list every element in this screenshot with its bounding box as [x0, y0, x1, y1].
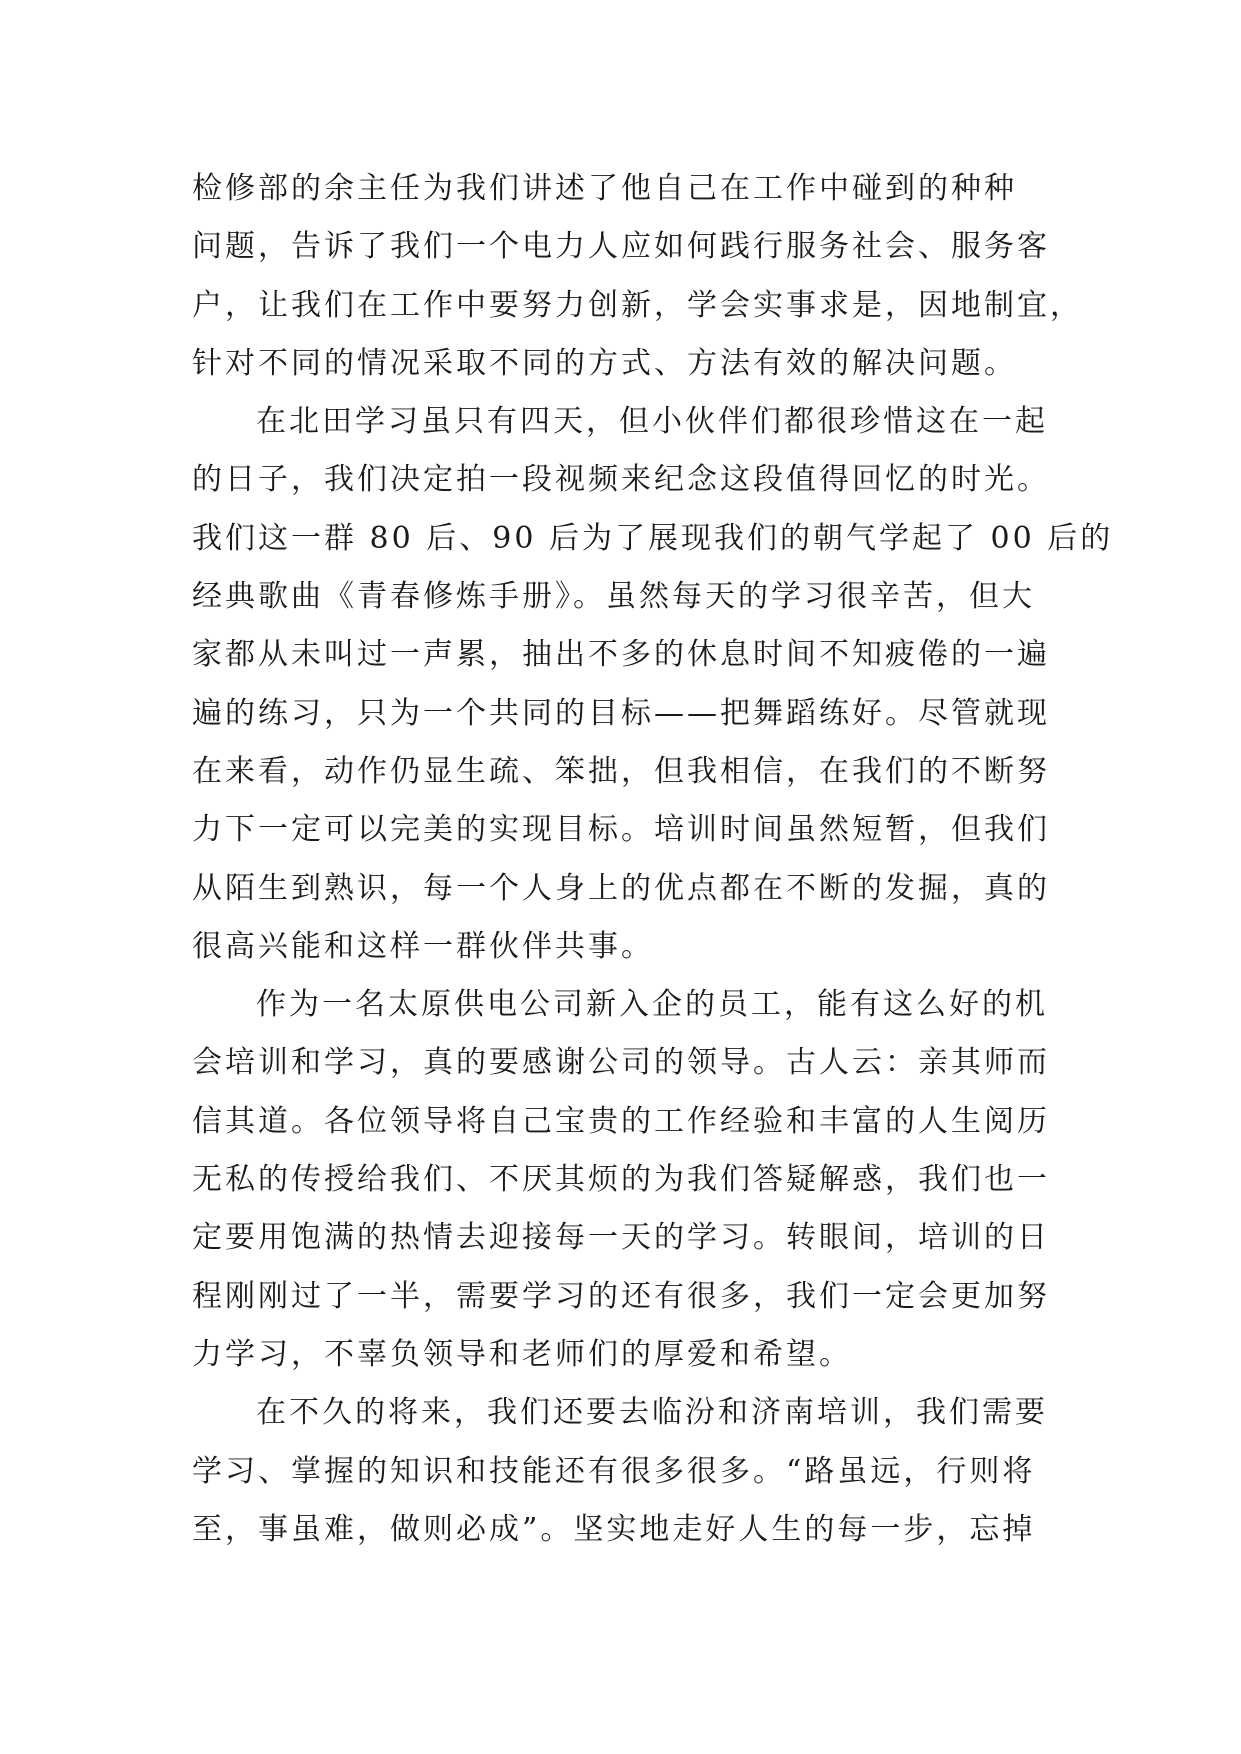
text-line: 问题，告诉了我们一个电力人应如何践行服务社会、服务客: [192, 229, 1050, 265]
text-line: 的日子，我们决定拍一段视频来纪念这段值得回忆的时光。: [192, 462, 1050, 498]
text-line: 程刚刚过了一半，需要学习的还有很多，我们一定会更加努: [192, 1278, 1050, 1314]
text-line: 针对不同的情况采取不同的方式、方法有效的解决问题。: [192, 345, 1017, 381]
text-line: 无私的传授给我们、不厌其烦的为我们答疑解惑，我们也一: [192, 1162, 1050, 1198]
text-line: 户，让我们在工作中要努力创新，学会实事求是，因地制宜，: [192, 287, 1083, 323]
text-line: 在来看，动作仍显生疏、笨拙，但我相信，在我们的不断努: [192, 753, 1050, 789]
paragraph-first-line: 在北田学习虽只有四天，但小伙伴们都很珍惜这在一起: [256, 404, 1048, 440]
text-line: 我们这一群 80 后、90 后为了展现我们的朝气学起了 00 后的: [192, 520, 1114, 556]
text-line: 力学习，不辜负领导和老师们的厚爱和希望。: [192, 1336, 852, 1372]
body-text: [192, 160, 1114, 1559]
paragraph-first-line: 在不久的将来，我们还要去临汾和济南培训，我们需要: [256, 1395, 1048, 1431]
text-line: 从陌生到熟识，每一个人身上的优点都在不断的发掘，真的: [192, 870, 1050, 906]
text-line: 定要用饱满的热情去迎接每一天的学习。转眼间，培训的日: [192, 1220, 1050, 1256]
text-line: 遍的练习，只为一个共同的目标——把舞蹈练好。尽管就现: [192, 695, 1050, 731]
text-line: 学习、掌握的知识和技能还有很多很多。“路虽远，行则将: [192, 1453, 1036, 1489]
text-line: 力下一定可以完美的实现目标。培训时间虽然短暂，但我们: [192, 812, 1050, 848]
text-line: 信其道。各位领导将自己宝贵的工作经验和丰富的人生阅历: [192, 1103, 1050, 1139]
text-line: 会培训和学习，真的要感谢公司的领导。古人云：亲其师而: [192, 1045, 1050, 1081]
paragraph-first-line: 作为一名太原供电公司新入企的员工，能有这么好的机: [256, 987, 1048, 1023]
text-line: 经典歌曲《青春修炼手册》。虽然每天的学习很辛苦，但大: [192, 579, 1035, 615]
text-line: 很高兴能和这样一群伙伴共事。: [192, 928, 654, 964]
text-line: 检修部的余主任为我们讲述了他自己在工作中碰到的种种: [192, 171, 1017, 206]
text-line: 家都从未叫过一声累，抽出不多的休息时间不知疲倦的一遍: [192, 637, 1050, 673]
text-line: 至，事虽难，做则必成”。坚实地走好人生的每一步，忘掉: [192, 1511, 1036, 1547]
